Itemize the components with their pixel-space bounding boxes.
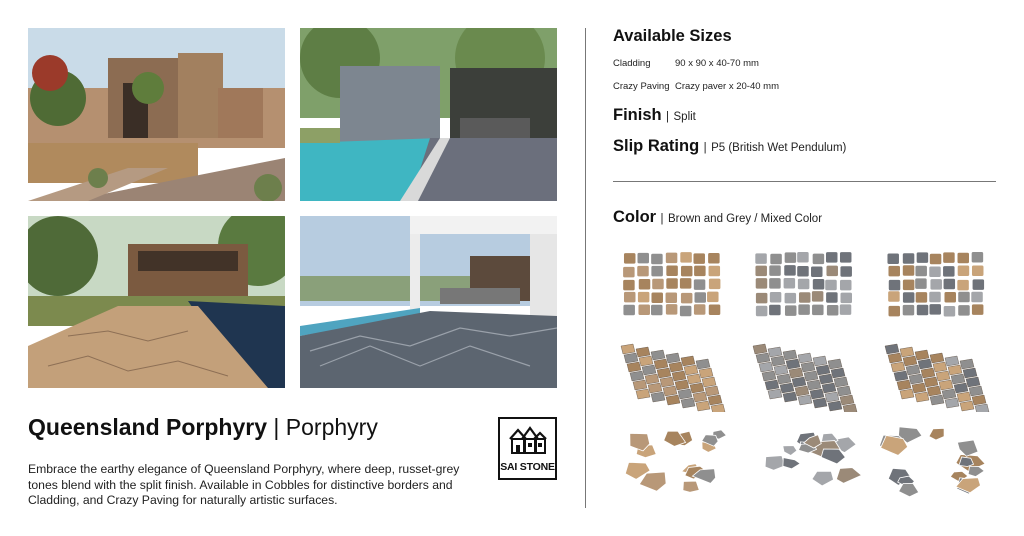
size-label: Cladding (613, 58, 651, 69)
photo-crazy-paving-path (28, 216, 285, 388)
vertical-divider (585, 28, 586, 508)
available-sizes-heading: Available Sizes (613, 27, 732, 45)
size-label: Crazy Paving (613, 81, 670, 92)
size-row-cladding (613, 58, 759, 69)
swatch-cladding-mixed (877, 246, 995, 322)
color-spec (613, 208, 822, 227)
swatch-cobbles-brown (613, 336, 731, 412)
photo-pool-cladding-wall (300, 28, 557, 201)
finish-spec (613, 106, 696, 125)
swatch-cobbles-mixed (877, 336, 995, 412)
slip-rating-label: Slip Rating (613, 137, 700, 155)
slip-rating-spec (613, 137, 846, 156)
product-title (28, 414, 378, 441)
size-value: Crazy paver x 20-40 mm (675, 81, 780, 92)
title-separator: | (273, 414, 280, 440)
finish-label: Finish (613, 106, 662, 124)
size-value: 90 x 90 x 40-70 mm (675, 58, 759, 69)
photo-pavilion-crazy-paving (300, 216, 557, 388)
swatch-cladding-grey (745, 246, 863, 322)
product-type: Porphyry (285, 414, 378, 440)
brand-logo (498, 417, 557, 480)
slip-rating-separator: | (703, 142, 707, 154)
swatch-crazy-paving-brown (613, 424, 731, 500)
swatch-crazy-paving-mixed (877, 424, 995, 500)
swatch-cladding-brown (613, 246, 731, 322)
color-separator: | (660, 213, 664, 225)
photo-cobble-driveway (28, 28, 285, 201)
product-name: Queensland Porphyry (28, 414, 268, 440)
brand-logo-text: SAI STONE (500, 461, 555, 473)
slip-rating-value: P5 (British Wet Pendulum) (711, 142, 847, 154)
horizontal-divider (613, 181, 996, 182)
house-icon (508, 425, 548, 455)
swatch-cobbles-grey (745, 336, 863, 412)
finish-value: Split (673, 111, 696, 123)
size-row-crazy-paving (613, 81, 779, 92)
color-label: Color (613, 208, 657, 226)
color-value: Brown and Grey / Mixed Color (668, 213, 823, 225)
product-description: Embrace the earthy elegance of Queensland Porphyry, where deep, russet-grey tones blend with the split finish. Available in Cobbles for distinctive borders and Cladding, and Crazy Paving for naturally artistic surfaces. (28, 462, 460, 507)
finish-separator: | (666, 111, 670, 123)
swatch-crazy-paving-grey (745, 424, 863, 500)
